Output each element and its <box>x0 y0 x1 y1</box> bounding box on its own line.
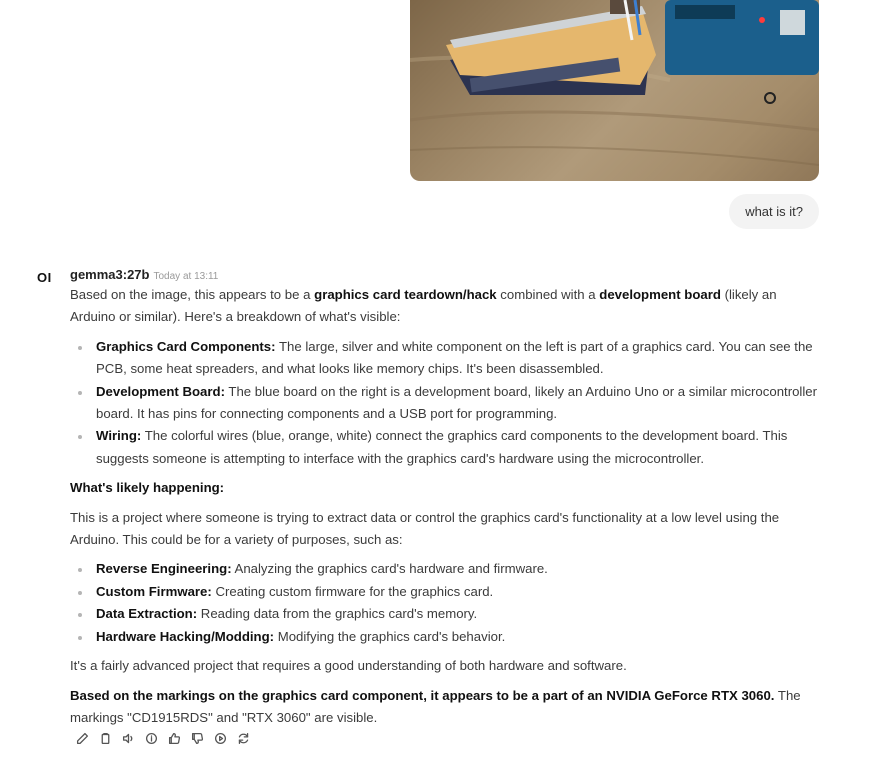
item-text: Creating custom firmware for the graphics card. <box>211 583 494 599</box>
thumbs-up-icon <box>168 732 181 745</box>
item-text: The large, silver and white component on the left is part of a graphics card. You can see the PCB, some heat spreaders, and what looks like memory chips. It's been disassembled. <box>96 338 813 377</box>
item-label: Development Board: <box>96 383 225 399</box>
assistant-message <box>70 284 820 729</box>
intro-bold: graphics card teardown/hack <box>314 287 497 302</box>
list-item <box>70 425 820 470</box>
copy-icon <box>99 732 112 745</box>
continue-button[interactable] <box>212 730 229 747</box>
intro-text: combined with a <box>496 287 600 302</box>
model-name: gemma3:27b <box>70 267 150 282</box>
good-response-button[interactable] <box>166 730 183 747</box>
speaker-icon <box>122 732 135 745</box>
info-icon <box>145 732 158 745</box>
item-label: Hardware Hacking/Modding: <box>96 628 275 644</box>
item-label: Wiring: <box>96 428 142 444</box>
info-button[interactable] <box>143 730 160 747</box>
intro-bold: development board <box>599 287 721 302</box>
bad-response-button[interactable] <box>189 730 206 747</box>
item-label: Graphics Card Components: <box>96 338 276 354</box>
item-label: Custom Firmware: <box>96 583 212 599</box>
intro-paragraph <box>70 284 820 329</box>
conclusion-bold: Based on the markings on the graphics card component, it appears to be a part of an NVIDIA GeForce RTX 3060. <box>70 687 775 703</box>
item-text: The blue board on the right is a development board, likely an Arduino Uno or a similar microcontroller board. It has pins for connecting components and a USB port for programming. <box>96 383 818 422</box>
item-label: Reverse Engineering: <box>96 561 232 577</box>
item-label: Data Extraction: <box>96 606 198 622</box>
item-text: Analyzing the graphics card's hardware and firmware. <box>231 561 548 577</box>
list-item <box>70 558 820 580</box>
intro-text: (likely an Arduino or similar). Here's a breakdown of what's visible: <box>70 287 777 325</box>
intro-text: Based on the image, this appears to be a <box>70 287 315 302</box>
assistant-meta <box>70 267 218 282</box>
breakdown-list <box>70 336 820 470</box>
thumbs-down-icon <box>191 732 204 745</box>
conclusion-text: The markings "CD1915RDS" and "RTX 3060" are visible. <box>70 687 801 725</box>
assistant-avatar: OI <box>37 270 52 285</box>
project-paragraph: This is a project where someone is trying to extract data or control the graphics card's functionality at a low level using the Arduino. This could be for a variety of purposes, such as: <box>70 509 780 548</box>
conclusion-paragraph <box>70 685 820 730</box>
item-text: The colorful wires (blue, orange, white) connect the graphics card components to the development board. This suggests someone is attempting to interface with the graphics card's hardware using the microcontroller. <box>96 428 788 466</box>
uploaded-photo <box>410 0 819 181</box>
edit-button[interactable] <box>74 730 91 747</box>
play-icon <box>214 732 227 745</box>
purposes-list <box>70 558 820 648</box>
pencil-icon <box>76 732 89 745</box>
item-text: Reading data from the graphics card's memory. <box>197 606 478 622</box>
list-item <box>70 626 820 648</box>
uploaded-image[interactable] <box>410 0 819 181</box>
section-heading: What's likely happening: <box>70 480 225 496</box>
message-actions <box>74 730 252 747</box>
list-item <box>70 336 820 381</box>
list-item <box>70 603 820 625</box>
message-timestamp: Today at 13:11 <box>153 271 219 282</box>
list-item <box>70 581 820 603</box>
read-aloud-button[interactable] <box>120 730 137 747</box>
advanced-paragraph: It's a fairly advanced project that requires a good understanding of both hardware and software. <box>70 658 627 674</box>
user-message-bubble: what is it? <box>729 194 819 229</box>
regenerate-button[interactable] <box>235 730 252 747</box>
copy-button[interactable] <box>97 730 114 747</box>
refresh-icon <box>237 732 250 745</box>
item-text: Modifying the graphics card's behavior. <box>274 628 506 644</box>
list-item <box>70 381 820 426</box>
